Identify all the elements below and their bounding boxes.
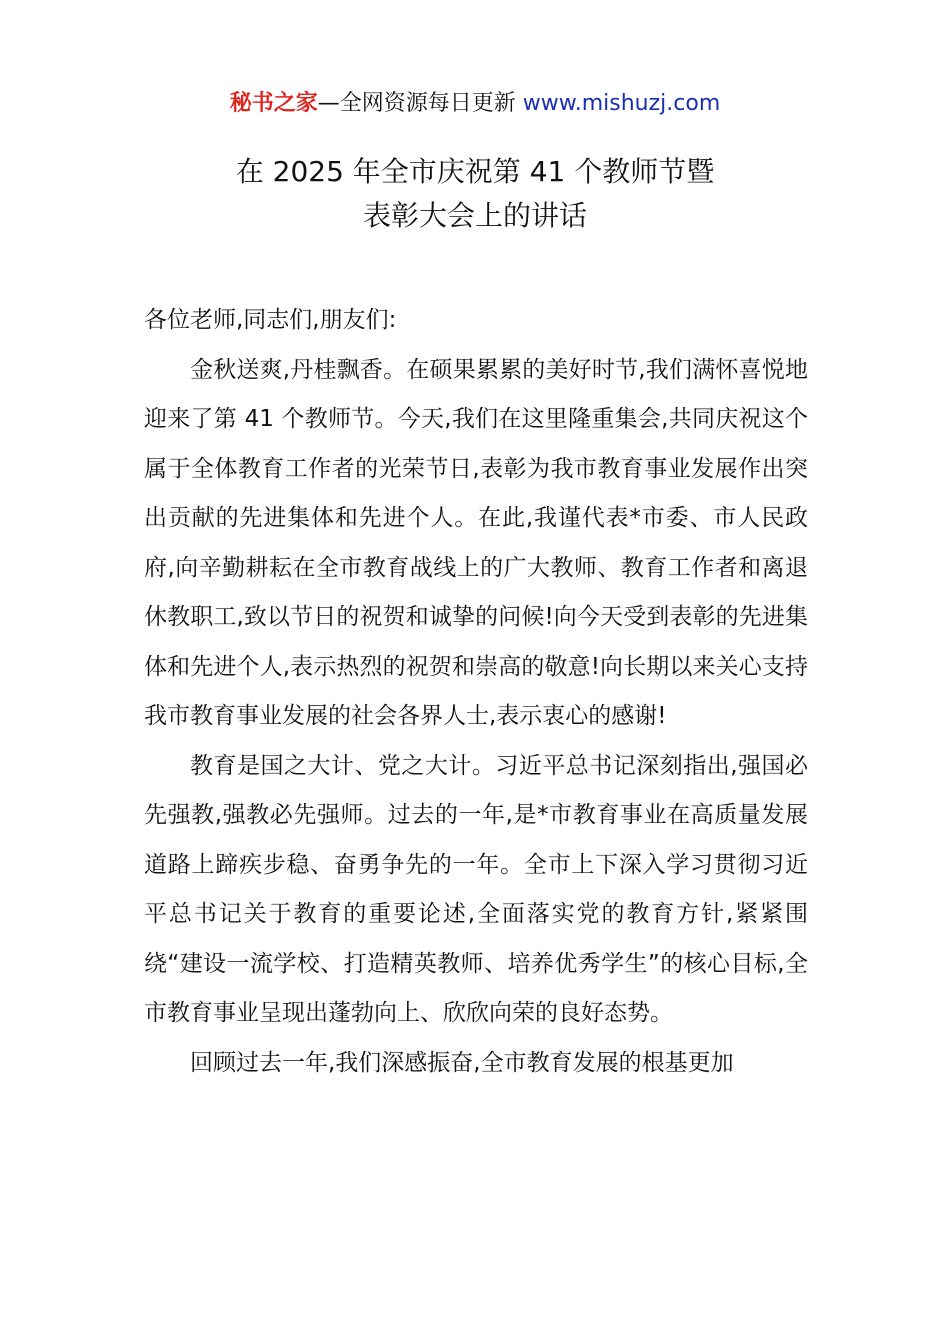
document-title-line-1: 在 2025 年全市庆祝第 41 个教师节暨 bbox=[235, 155, 715, 188]
document-title-line-2: 表彰大会上的讲话 bbox=[362, 199, 587, 232]
site-name: 秘书之家 bbox=[229, 91, 318, 116]
body-paragraph-2: 教育是国之大计、党之大计。习近平总书记深刻指出,强国必先强教,强教必先强师。过去的一年,是*市教育事业在高质量发展道路上蹄疾步稳、奋勇争先的一年。全市上下深入学习贯彻习近平总书记关于教育的重要论述,全面落实党的教育方针,紧紧围绕“建设一流学校、打造精英教师、培养优秀学生”的核心目标,全市教育事业呈现出蓬勃向上、欣欣向荣的良好态势。 bbox=[144, 752, 808, 1026]
body-paragraph-3: 回顾过去一年,我们深感振奋,全市教育发展的根基更加 bbox=[190, 1049, 734, 1076]
salutation: 各位老师,同志们,朋友们: bbox=[144, 307, 397, 333]
site-url-link[interactable]: www.mishuzj.com bbox=[522, 91, 721, 116]
document-body bbox=[144, 296, 808, 1088]
document-title bbox=[0, 150, 950, 238]
site-header bbox=[0, 88, 950, 120]
body-paragraph-1: 金秋送爽,丹桂飘香。在硕果累累的美好时节,我们满怀喜悦地迎来了第 41 个教师节。今天,我们在这里隆重集会,共同庆祝这个属于全体教育工作者的光荣节日,表彰为我市教育事业发展作出突出贡献的先进集体和先进个人。在此,我谨代表*市委、市人民政府,向辛勤耕耘在全市教育战线上的广大教师、教育工作者和离退休教职工,致以节日的祝贺和诚挚的问候!向今天受到表彰的先进集体和先进个人,表示热烈的祝贺和崇高的敬意!向长期以来关心支持我市教育事业发展的社会各界人士,表示衷心的感谢! bbox=[144, 356, 808, 729]
site-slogan: —全网资源每日更新 bbox=[317, 91, 523, 116]
